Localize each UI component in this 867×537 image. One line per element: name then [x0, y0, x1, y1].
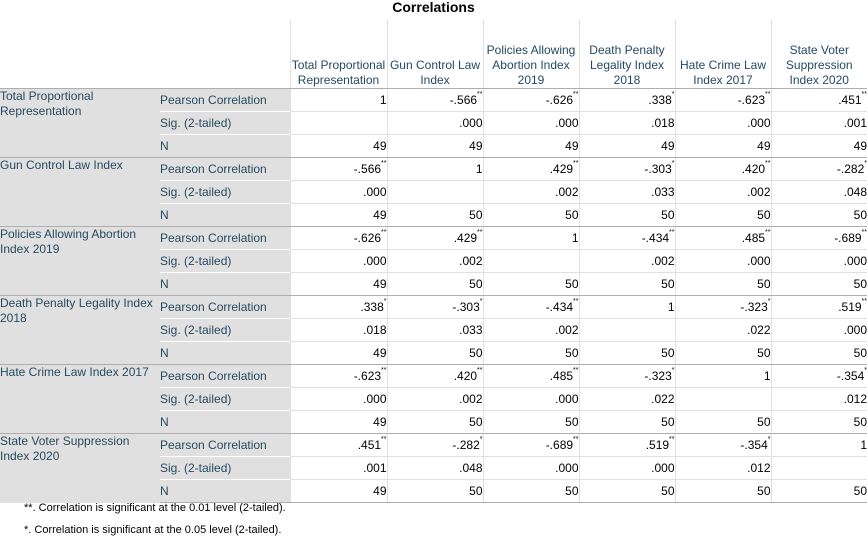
- correlation-value: -.282: [452, 438, 480, 452]
- significance-mark: **: [381, 160, 387, 167]
- value-cell: .002: [579, 250, 675, 273]
- statistic-label: Sig. (2-tailed): [160, 112, 290, 135]
- statistic-label: Pearson Correlation: [160, 89, 290, 112]
- footnote-mark: *: [24, 524, 29, 536]
- correlation-value: -.623: [737, 93, 766, 107]
- value-cell: 50: [483, 480, 579, 503]
- correlation-value: .429: [453, 231, 478, 245]
- value-cell: .001: [771, 112, 867, 135]
- correlation-value: -.566: [353, 162, 382, 176]
- value-cell: .022: [675, 319, 771, 342]
- significance-mark: *: [864, 160, 867, 167]
- significance-mark: **: [861, 229, 867, 236]
- value-cell: [387, 89, 483, 112]
- value-cell: [387, 365, 483, 388]
- significance-mark: **: [477, 229, 483, 236]
- value-cell: [771, 227, 867, 250]
- significance-mark: **: [573, 91, 579, 98]
- value-cell: 49: [290, 273, 387, 296]
- value-cell: [579, 158, 675, 181]
- statistic-label: N: [160, 342, 290, 365]
- value-cell: .000: [579, 457, 675, 480]
- value-cell: [290, 296, 387, 319]
- value-cell: 50: [483, 273, 579, 296]
- value-cell: [675, 388, 771, 411]
- value-cell: [483, 89, 579, 112]
- value-cell: .001: [290, 457, 387, 480]
- correlation-value: -.354: [836, 369, 865, 383]
- significance-mark: **: [669, 229, 675, 236]
- correlation-value: -.282: [836, 162, 865, 176]
- value-cell: 49: [290, 204, 387, 227]
- value-cell: [483, 158, 579, 181]
- value-cell: [387, 227, 483, 250]
- correlation-value: .519: [645, 438, 670, 452]
- significance-mark: *: [383, 298, 387, 305]
- value-cell: 50: [483, 411, 579, 434]
- significance-mark: **: [573, 160, 579, 167]
- significance-mark: *: [864, 367, 867, 374]
- value-cell: 49: [387, 135, 483, 158]
- significance-mark: *: [671, 91, 675, 98]
- correlation-value: 1: [763, 369, 771, 383]
- value-cell: 50: [387, 411, 483, 434]
- statistic-label: N: [160, 135, 290, 158]
- correlation-value: -.626: [545, 93, 574, 107]
- value-cell: .002: [675, 181, 771, 204]
- statistic-label: N: [160, 273, 290, 296]
- value-cell: [579, 89, 675, 112]
- header-corner: [0, 20, 290, 89]
- correlation-value: 1: [379, 93, 387, 107]
- value-cell: 50: [675, 411, 771, 434]
- column-header: Death Penalty Legality Index 2018: [579, 20, 675, 89]
- footnote-mark: **: [24, 502, 33, 514]
- value-cell: .000: [675, 112, 771, 135]
- correlation-value: .485: [741, 231, 766, 245]
- value-cell: 50: [675, 204, 771, 227]
- table-title: Correlations: [392, 0, 475, 15]
- value-cell: .018: [290, 319, 387, 342]
- value-cell: .033: [387, 319, 483, 342]
- significance-mark: *: [767, 298, 771, 305]
- column-header: State Voter Suppression Index 2020: [771, 20, 867, 89]
- value-cell: 50: [579, 342, 675, 365]
- table-body: [0, 89, 867, 503]
- value-cell: [483, 365, 579, 388]
- correlation-value: .420: [741, 162, 766, 176]
- value-cell: [579, 434, 675, 457]
- value-cell: 50: [387, 273, 483, 296]
- value-cell: [290, 89, 387, 112]
- value-cell: 49: [290, 135, 387, 158]
- footnote-005: [24, 524, 281, 536]
- table-row: [0, 434, 867, 457]
- value-cell: 50: [579, 411, 675, 434]
- table-row: [0, 296, 867, 319]
- value-cell: 49: [290, 480, 387, 503]
- value-cell: .000: [290, 181, 387, 204]
- significance-mark: **: [765, 160, 771, 167]
- correlation-value: 1: [860, 438, 867, 452]
- row-variable-label: Policies Allowing Abortion Index 2019: [0, 227, 160, 296]
- significance-mark: **: [477, 91, 483, 98]
- value-cell: [290, 112, 387, 135]
- column-header: Hate Crime Law Index 2017: [675, 20, 771, 89]
- value-cell: [771, 89, 867, 112]
- value-cell: .048: [387, 457, 483, 480]
- significance-mark: **: [381, 229, 387, 236]
- significance-mark: **: [573, 367, 579, 374]
- value-cell: .000: [483, 388, 579, 411]
- significance-mark: *: [479, 436, 483, 443]
- row-variable-label: Total Proportional Representation: [0, 89, 160, 158]
- statistic-label: Pearson Correlation: [160, 227, 290, 250]
- value-cell: [771, 434, 867, 457]
- value-cell: 50: [771, 411, 867, 434]
- footnote-text: . Correlation is significant at the 0.05 level (2-tailed).: [28, 524, 282, 536]
- value-cell: 50: [483, 204, 579, 227]
- value-cell: [675, 227, 771, 250]
- value-cell: 50: [387, 342, 483, 365]
- row-variable-label: Gun Control Law Index: [0, 158, 160, 227]
- row-variable-label: Hate Crime Law Index 2017: [0, 365, 160, 434]
- value-cell: .022: [579, 388, 675, 411]
- significance-mark: **: [669, 436, 675, 443]
- correlation-value: .451: [357, 438, 382, 452]
- value-cell: [387, 296, 483, 319]
- correlation-value: -.323: [644, 369, 672, 383]
- correlation-value: -.434: [641, 231, 670, 245]
- statistic-label: Sig. (2-tailed): [160, 457, 290, 480]
- value-cell: [579, 365, 675, 388]
- value-cell: .000: [290, 250, 387, 273]
- value-cell: [387, 181, 483, 204]
- value-cell: .000: [675, 250, 771, 273]
- value-cell: 50: [483, 342, 579, 365]
- footnote-001: [24, 502, 286, 514]
- value-cell: 49: [675, 135, 771, 158]
- value-cell: 49: [483, 135, 579, 158]
- header-row: [0, 20, 867, 89]
- significance-mark: *: [479, 298, 483, 305]
- value-cell: 50: [579, 204, 675, 227]
- value-cell: 49: [771, 135, 867, 158]
- significance-mark: **: [765, 229, 771, 236]
- value-cell: [483, 227, 579, 250]
- value-cell: [675, 89, 771, 112]
- correlation-value: -.323: [740, 300, 768, 314]
- significance-mark: **: [573, 298, 579, 305]
- value-cell: 50: [675, 342, 771, 365]
- statistic-label: Sig. (2-tailed): [160, 250, 290, 273]
- value-cell: [579, 227, 675, 250]
- correlations-table: [0, 20, 867, 503]
- significance-mark: *: [671, 160, 675, 167]
- statistic-label: Sig. (2-tailed): [160, 388, 290, 411]
- value-cell: [290, 365, 387, 388]
- value-cell: .048: [771, 181, 867, 204]
- statistic-label: Sig. (2-tailed): [160, 181, 290, 204]
- correlation-value: .485: [549, 369, 574, 383]
- correlation-value: -.623: [353, 369, 382, 383]
- value-cell: [290, 434, 387, 457]
- value-cell: 50: [387, 480, 483, 503]
- statistic-label: Pearson Correlation: [160, 158, 290, 181]
- significance-mark: **: [381, 436, 387, 443]
- value-cell: .002: [483, 181, 579, 204]
- correlation-value: 1: [667, 300, 675, 314]
- value-cell: 49: [290, 411, 387, 434]
- value-cell: .000: [771, 250, 867, 273]
- value-cell: [771, 158, 867, 181]
- table-row: [0, 89, 867, 112]
- statistic-label: Pearson Correlation: [160, 434, 290, 457]
- value-cell: [675, 158, 771, 181]
- statistic-label: Sig. (2-tailed): [160, 319, 290, 342]
- value-cell: 50: [387, 204, 483, 227]
- statistic-label: N: [160, 411, 290, 434]
- correlation-value: .429: [549, 162, 574, 176]
- value-cell: [579, 296, 675, 319]
- significance-mark: **: [477, 367, 483, 374]
- value-cell: 50: [675, 273, 771, 296]
- value-cell: [675, 296, 771, 319]
- correlation-value: -.689: [545, 438, 574, 452]
- footnote-text: . Correlation is significant at the 0.01 level (2-tailed).: [32, 502, 286, 514]
- value-cell: [483, 296, 579, 319]
- correlation-value: -.303: [452, 300, 480, 314]
- correlation-value: -.434: [545, 300, 574, 314]
- value-cell: .000: [483, 457, 579, 480]
- value-cell: .012: [771, 388, 867, 411]
- statistic-label: N: [160, 204, 290, 227]
- value-cell: [771, 365, 867, 388]
- value-cell: 50: [771, 480, 867, 503]
- statistic-label: Pearson Correlation: [160, 296, 290, 319]
- column-header: Gun Control Law Index: [387, 20, 483, 89]
- correlation-value: -.626: [353, 231, 382, 245]
- correlation-value: 1: [571, 231, 579, 245]
- column-header: Total Proportional Representation: [290, 20, 387, 89]
- value-cell: .012: [675, 457, 771, 480]
- value-cell: .018: [579, 112, 675, 135]
- value-cell: 50: [771, 273, 867, 296]
- significance-mark: *: [671, 367, 675, 374]
- correlation-value: .519: [838, 300, 862, 314]
- table-row: [0, 158, 867, 181]
- value-cell: 50: [675, 480, 771, 503]
- correlation-value: .338: [648, 93, 672, 107]
- value-cell: .002: [387, 388, 483, 411]
- value-cell: 50: [771, 342, 867, 365]
- value-cell: [387, 434, 483, 457]
- value-cell: 50: [579, 480, 675, 503]
- value-cell: .002: [387, 250, 483, 273]
- value-cell: 50: [579, 273, 675, 296]
- column-header: Policies Allowing Abortion Index 2019: [483, 20, 579, 89]
- correlation-value: -.566: [449, 93, 478, 107]
- value-cell: .000: [771, 319, 867, 342]
- significance-mark: **: [861, 298, 867, 305]
- significance-mark: **: [381, 367, 387, 374]
- table-row: [0, 365, 867, 388]
- value-cell: [290, 158, 387, 181]
- significance-mark: **: [861, 91, 867, 98]
- value-cell: [675, 365, 771, 388]
- value-cell: [675, 434, 771, 457]
- significance-mark: *: [767, 436, 771, 443]
- value-cell: [771, 296, 867, 319]
- value-cell: [771, 457, 867, 480]
- value-cell: 50: [771, 204, 867, 227]
- value-cell: [483, 250, 579, 273]
- value-cell: [579, 319, 675, 342]
- statistic-label: N: [160, 480, 290, 503]
- value-cell: .000: [483, 112, 579, 135]
- value-cell: [483, 434, 579, 457]
- correlation-value: .338: [360, 300, 384, 314]
- row-variable-label: State Voter Suppression Index 2020: [0, 434, 160, 503]
- value-cell: 49: [579, 135, 675, 158]
- correlation-value: .451: [838, 93, 862, 107]
- correlation-value: 1: [475, 162, 483, 176]
- correlation-value: -.354: [740, 438, 768, 452]
- value-cell: .033: [579, 181, 675, 204]
- correlation-value: -.689: [834, 231, 862, 245]
- table-row: [0, 227, 867, 250]
- correlation-value: .420: [453, 369, 478, 383]
- correlation-value: -.303: [644, 162, 672, 176]
- row-variable-label: Death Penalty Legality Index 2018: [0, 296, 160, 365]
- value-cell: .000: [387, 112, 483, 135]
- significance-mark: **: [573, 436, 579, 443]
- value-cell: [290, 227, 387, 250]
- statistic-label: Pearson Correlation: [160, 365, 290, 388]
- value-cell: 49: [290, 342, 387, 365]
- significance-mark: **: [765, 91, 771, 98]
- value-cell: .002: [483, 319, 579, 342]
- value-cell: [387, 158, 483, 181]
- value-cell: .000: [290, 388, 387, 411]
